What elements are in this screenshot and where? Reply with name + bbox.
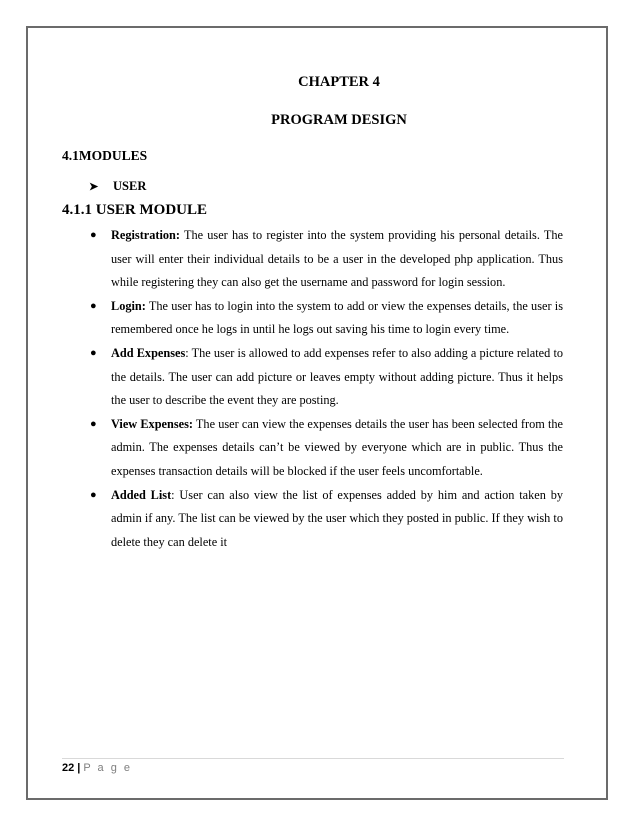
list-item xyxy=(90,295,563,342)
list-item xyxy=(90,224,563,295)
user-list-item xyxy=(89,179,146,194)
section-heading-modules: 4.1MODULES xyxy=(62,148,148,163)
item-text: : The user is allowed to add expenses refer to also adding a picture related to the details. The user can add picture or leaves empty without adding picture. Thus it helps the user to describe the event they are posting. xyxy=(111,345,564,408)
bullet-icon: ● xyxy=(90,488,97,501)
item-text: The user has to login into the system to add or view the expenses details, the user is remembered once he logs in until he logs out saving his time to login every time. xyxy=(111,298,563,337)
page-number: 22 xyxy=(62,762,75,774)
bullet-icon: ● xyxy=(90,299,97,312)
user-list-item-label: USER xyxy=(113,179,147,193)
item-text: The user has to register into the system providing his personal details. The user will enter their individual details to be a user in the developed php application. Thus while registering they can also get the username and password for login session. xyxy=(111,228,563,290)
list-item xyxy=(90,342,563,413)
item-label: Add Expenses xyxy=(111,345,186,360)
item-label: View Expenses: xyxy=(111,416,193,431)
chapter-title: PROGRAM DESIGN xyxy=(271,112,407,128)
bullet-icon: ● xyxy=(90,346,97,359)
chapter-heading: CHAPTER 4 xyxy=(298,74,380,90)
item-text: The user can view the expenses details the user has been selected from the admin. The expenses details can’t be viewed by everyone which are in public. Thus the expenses transaction details will be blocked if the user feels uncomfortable. xyxy=(111,416,563,478)
item-label: Login: xyxy=(111,298,146,313)
footer-divider xyxy=(62,758,564,759)
item-text: : User can also view the list of expenses added by him and action taken by admin if any. The list can be viewed by the user which they posted in public. If they wish to delete they can delete it xyxy=(111,487,563,549)
module-feature-list xyxy=(90,224,563,554)
item-label: Registration: xyxy=(111,228,180,242)
page-footer xyxy=(62,762,132,774)
list-item xyxy=(90,484,563,555)
list-item xyxy=(90,413,563,484)
bullet-icon: ● xyxy=(90,417,97,430)
item-label: Added List xyxy=(111,487,172,502)
bullet-icon: ● xyxy=(90,229,97,241)
page-word: P a g e xyxy=(83,762,132,774)
footer-separator: | xyxy=(77,762,81,774)
subsection-heading-user-module: 4.1.1 USER MODULE xyxy=(62,202,208,218)
arrow-bullet-icon: ➤ xyxy=(89,181,99,193)
